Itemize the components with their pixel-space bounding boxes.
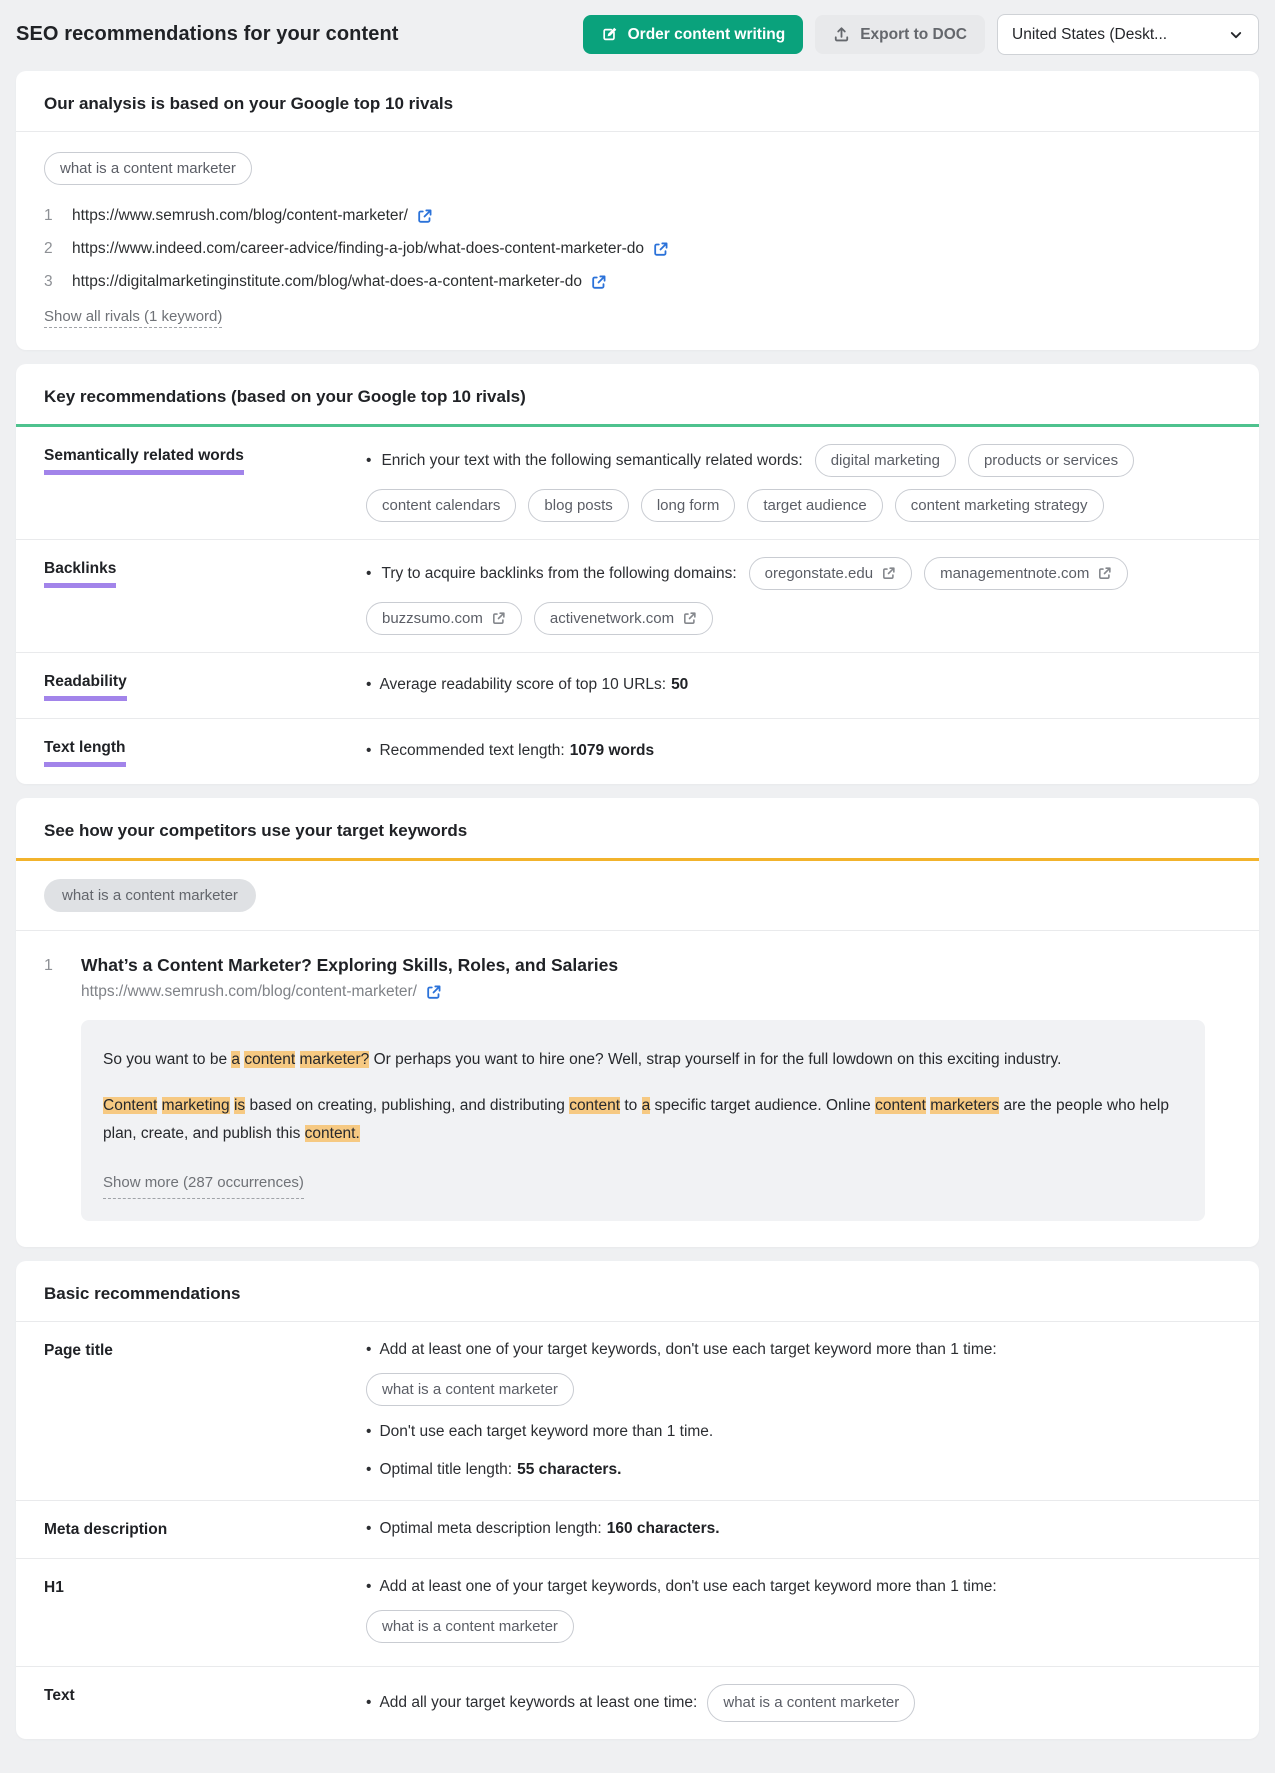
- text-row: [16, 1667, 1259, 1739]
- external-link-icon: [1097, 566, 1112, 581]
- rival-url: https://www.indeed.com/career-advice/finding-a-job/what-does-content-marketer-do: [72, 240, 645, 257]
- semantic-words-label: Semantically related words: [44, 447, 244, 475]
- page-title-bullet1: Add at least one of your target keywords, don't use each target keyword more than 1 time:: [379, 1340, 997, 1358]
- key-recommendations-title: Key recommendations (based on your Google top 10 rivals): [44, 387, 526, 406]
- rivals-card: [16, 71, 1259, 350]
- competitor-result: [16, 931, 1259, 1247]
- external-link-icon[interactable]: [425, 984, 442, 1001]
- h1-label: H1: [44, 1578, 64, 1596]
- readability-label: Readability: [44, 673, 127, 701]
- external-link-icon: [682, 611, 697, 626]
- key-recommendations-card: [16, 364, 1259, 784]
- excerpt-segment: are the people who help plan, create, and publish this: [103, 1097, 1174, 1143]
- bullet-dot: •: [366, 742, 372, 760]
- meta-description-row: [16, 1501, 1259, 1558]
- readability-value: 50: [671, 676, 689, 694]
- bullet-dot: •: [366, 1423, 372, 1441]
- rival-rank: 2: [44, 240, 53, 257]
- rival-url: https://www.semrush.com/blog/content-marketer/: [72, 207, 408, 224]
- external-link-icon: [491, 611, 506, 626]
- excerpt-segment: [295, 1051, 299, 1068]
- bullet-dot: •: [366, 676, 372, 694]
- edit-icon: [601, 26, 618, 43]
- excerpt-segment: based on creating, publishing, and distributing: [245, 1097, 570, 1115]
- backlink-domain: managementnote.com: [940, 565, 1090, 582]
- external-link-icon: [881, 566, 896, 581]
- readability-row: [16, 653, 1259, 719]
- page-title-label: Page title: [44, 1341, 113, 1359]
- backlink-domain: oregonstate.edu: [764, 565, 874, 582]
- rivals-card-header: [16, 71, 1259, 132]
- backlink-domain: activenetwork.com: [549, 610, 675, 627]
- backlink-domain-pill[interactable]: [924, 557, 1128, 590]
- basic-recommendations-title: Basic recommendations: [44, 1283, 241, 1303]
- result-url: https://www.semrush.com/blog/content-marketer/: [81, 983, 417, 1000]
- bullet-dot: •: [366, 564, 372, 582]
- excerpt-segment: Content: [103, 1097, 158, 1115]
- text-length-content: [366, 736, 1231, 767]
- backlinks-label: Backlinks: [44, 560, 116, 588]
- excerpt-segment: a: [641, 1097, 651, 1115]
- text-bullet1: Add all your target keywords at least one time:: [379, 1693, 698, 1711]
- excerpt-segment: [157, 1097, 161, 1114]
- bullet-dot: •: [366, 1460, 372, 1478]
- semantic-word-pill: products or services: [968, 444, 1134, 477]
- external-link-icon[interactable]: [652, 241, 669, 258]
- backlink-domain-pill[interactable]: [534, 602, 713, 635]
- page-title-bullet3-value: 55 characters.: [517, 1460, 622, 1478]
- target-keyword-pill: what is a content marketer: [366, 1610, 574, 1643]
- excerpt-segment: marketer?: [299, 1051, 370, 1068]
- selected-keyword-pill[interactable]: what is a content marketer: [44, 879, 256, 912]
- backlinks-text: Try to acquire backlinks from the following domains:: [381, 564, 737, 582]
- chevron-down-icon: [1228, 27, 1244, 43]
- rival-url-list: [44, 207, 1231, 291]
- result-title: What’s a Content Marketer? Exploring Skills, Roles, and Salaries: [81, 955, 619, 975]
- semantic-word-pill: long form: [641, 489, 736, 522]
- h1-row: [16, 1559, 1259, 1667]
- semantic-words-content: [366, 444, 1231, 522]
- semantic-word-pill: content marketing strategy: [895, 489, 1104, 522]
- readability-text: Average readability score of top 10 URLs:: [379, 676, 667, 694]
- backlink-domain-pill[interactable]: [366, 602, 522, 635]
- export-to-doc-button[interactable]: Export to DOC: [815, 15, 985, 54]
- readability-content: [366, 670, 1231, 701]
- rivals-card-title: Our analysis is based on your Google top 10 rivals: [44, 94, 454, 113]
- backlinks-row: [16, 540, 1259, 653]
- result-url-line: [81, 983, 618, 1001]
- rival-url-item: [44, 240, 1231, 258]
- region-device-select[interactable]: [997, 14, 1259, 55]
- bullet-dot: •: [366, 1693, 372, 1711]
- text-length-value: 1079 words: [569, 742, 655, 760]
- excerpt-segment: to: [620, 1097, 642, 1115]
- rival-url: https://digitalmarketinginstitute.com/blog/what-does-a-content-marketer-do: [72, 273, 583, 290]
- semantic-word-pill: blog posts: [528, 489, 628, 522]
- bullet-dot: •: [366, 1520, 372, 1538]
- order-content-writing-button[interactable]: Order content writing: [583, 15, 804, 54]
- competitors-card-title: See how your competitors use your target keywords: [44, 821, 468, 840]
- excerpt-segment: is: [233, 1097, 246, 1115]
- excerpt-paragraph: [103, 1046, 1183, 1074]
- page-title-bullet2: Don't use each target keyword more than 1 time.: [379, 1423, 714, 1441]
- text-length-row: [16, 719, 1259, 784]
- key-recommendations-header: [16, 364, 1259, 427]
- backlink-domain: buzzsumo.com: [382, 610, 483, 627]
- page-header: [16, 10, 1259, 71]
- basic-recommendations-header: [16, 1261, 1259, 1322]
- meta-description-bullet1: Optimal meta description length:: [379, 1520, 602, 1538]
- region-device-value: United States (Deskt...: [1012, 25, 1168, 43]
- rival-rank: 3: [44, 273, 53, 290]
- rival-url-item: [44, 207, 1231, 225]
- meta-description-label: Meta description: [44, 1521, 168, 1539]
- excerpt-segment: content: [875, 1097, 926, 1115]
- text-length-text: Recommended text length:: [379, 742, 565, 760]
- target-keyword-pill: what is a content marketer: [366, 1373, 574, 1406]
- excerpt-paragraph: [103, 1092, 1183, 1148]
- excerpt-segment: marketing: [161, 1097, 230, 1115]
- bullet-dot: •: [366, 1340, 372, 1358]
- excerpt-segment: marketers: [930, 1097, 1000, 1115]
- h1-bullet1: Add at least one of your target keywords, don't use each target keyword more than 1 time:: [379, 1577, 997, 1595]
- show-more-occurrences-link[interactable]: Show more (287 occurrences): [103, 1169, 304, 1199]
- semantic-word-pill: target audience: [747, 489, 882, 522]
- excerpt-segment: specific target audience. Online: [650, 1097, 876, 1115]
- competitors-card-header: [16, 798, 1259, 861]
- meta-description-value: 160 characters.: [606, 1520, 720, 1538]
- excerpt-segment: content: [244, 1051, 296, 1068]
- rival-rank: 1: [44, 207, 53, 224]
- page-title-row: [16, 1322, 1259, 1501]
- semantic-word-pill: digital marketing: [815, 444, 956, 477]
- excerpt-segment: content.: [304, 1125, 360, 1143]
- excerpt-segment: So you want to be: [103, 1051, 232, 1068]
- backlink-domain-pill[interactable]: [749, 557, 912, 590]
- backlinks-content: [366, 557, 1231, 635]
- text-label: Text: [44, 1687, 75, 1705]
- excerpt-segment: Or perhaps you want to hire one? Well, strap yourself in for the full lowdown on this exciting industry.: [369, 1051, 1062, 1068]
- bullet-dot: •: [366, 1577, 372, 1595]
- header-actions: [583, 14, 1259, 55]
- text-length-label: Text length: [44, 739, 126, 767]
- external-link-icon[interactable]: [416, 208, 433, 225]
- bullet-dot: •: [366, 451, 372, 469]
- excerpt-segment: a: [231, 1051, 241, 1068]
- competitors-keyword-section: [16, 861, 1259, 931]
- rival-url-item: [44, 273, 1231, 291]
- page-title: SEO recommendations for your content: [16, 23, 399, 45]
- show-all-rivals-link[interactable]: Show all rivals (1 keyword): [44, 308, 222, 328]
- semantic-word-pill: content calendars: [366, 489, 516, 522]
- external-link-icon[interactable]: [590, 274, 607, 291]
- excerpt-segment: content: [569, 1097, 621, 1115]
- competitors-card: [16, 798, 1259, 1247]
- basic-recommendations-card: [16, 1261, 1259, 1739]
- result-excerpt: [81, 1020, 1205, 1221]
- keyword-pill: what is a content marketer: [44, 152, 252, 185]
- upload-icon: [833, 26, 850, 43]
- page-title-bullet3: Optimal title length:: [379, 1460, 513, 1478]
- target-keyword-pill: what is a content marketer: [707, 1684, 915, 1722]
- semantic-words-text: Enrich your text with the following semantically related words:: [381, 451, 803, 469]
- result-rank: 1: [44, 957, 53, 974]
- semantic-words-row: [16, 427, 1259, 540]
